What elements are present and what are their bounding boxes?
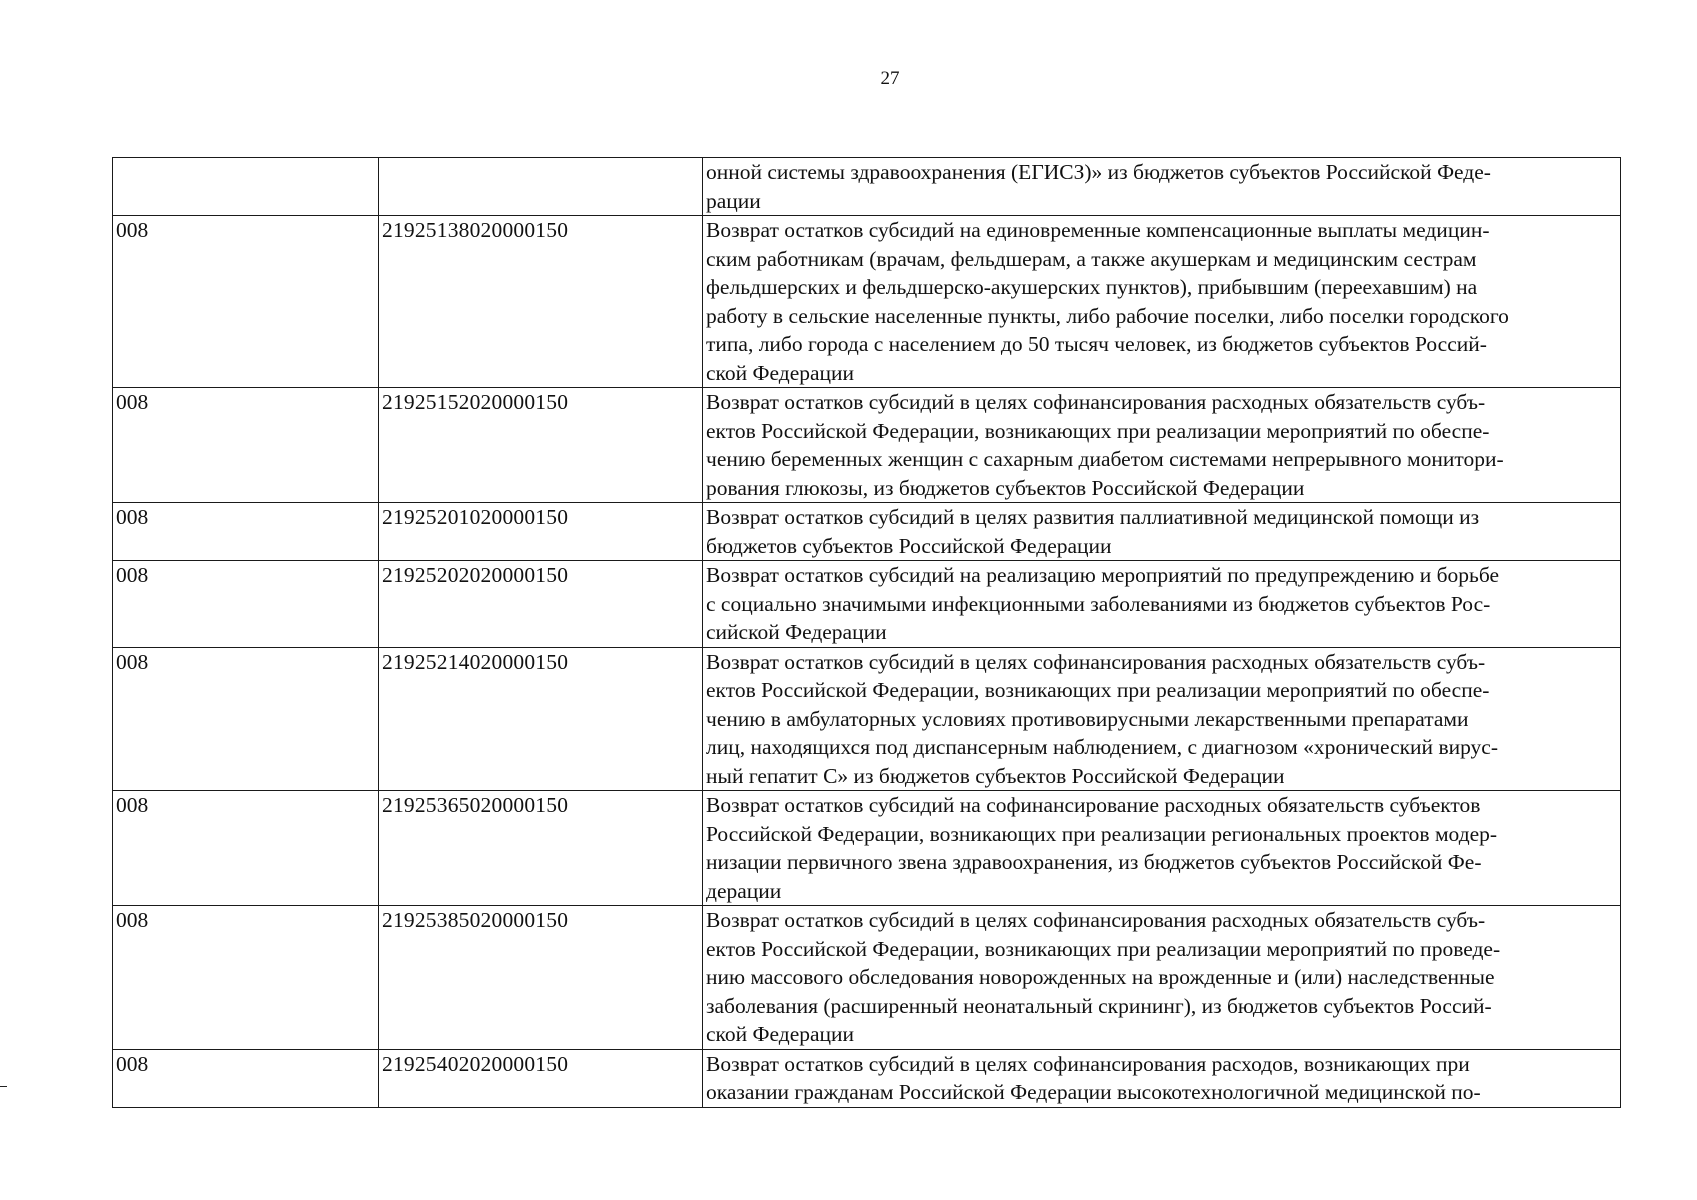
description-line: Возврат остатков субсидий в целях софинансирования расходных обязательств субъ- (706, 649, 1486, 674)
page-number: 27 (880, 68, 900, 89)
description-line: типа, либо города с населением до 50 тысяч человек, из бюджетов субъектов Россий- (706, 332, 1487, 356)
description-line: чению в амбулаторных условиях противовирусными лекарственными препаратами (706, 706, 1469, 731)
description-line: сийской Федерации (706, 620, 887, 644)
description-cell (703, 906, 1621, 1050)
description-line: рования глюкозы, из бюджетов субъектов Российской Федерации (706, 475, 1305, 500)
table-row (113, 561, 1621, 648)
description-line: Возврат остатков субсидий в целях софинансирования расходных обязательств субъ- (706, 390, 1486, 414)
kbk-code-cell: 21925202020000150 (379, 561, 703, 648)
description-line: Возврат остатков субсидий на единовременные компенсационные выплаты медицин- (706, 218, 1490, 242)
kbk-code-cell: 21925402020000150 (379, 1049, 703, 1107)
description-cell (703, 791, 1621, 906)
description-line: Возврат остатков субсидий в целях софинансирования расходов, возникающих при (706, 1051, 1470, 1076)
description-cell (703, 503, 1621, 561)
description-cell (703, 388, 1621, 503)
table-row (113, 906, 1621, 1050)
description-line: онной системы здравоохранения (ЕГИСЗ)» из бюджетов субъектов Российской Феде- (706, 160, 1491, 184)
table-row (113, 647, 1621, 791)
description-line: ской Федерации (706, 1022, 855, 1046)
kbk-code-cell (379, 158, 703, 216)
table-body (113, 158, 1621, 1108)
admin-code-cell: 008 (113, 388, 379, 503)
admin-code-cell: 008 (113, 561, 379, 648)
description-line: Возврат остатков субсидий на софинансирование расходных обязательств субъектов (706, 793, 1481, 817)
admin-code-cell: 008 (113, 1049, 379, 1107)
kbk-code-cell: 21925152020000150 (379, 388, 703, 503)
table-row (113, 158, 1621, 216)
table-row (113, 1049, 1621, 1107)
table-row (113, 216, 1621, 388)
admin-code-cell: 008 (113, 503, 379, 561)
table-row (113, 388, 1621, 503)
description-cell (703, 647, 1621, 791)
budget-codes-table (112, 157, 1621, 1108)
description-cell (703, 158, 1621, 216)
description-line: ектов Российской Федерации, возникающих при реализации мероприятий по обеспе- (706, 678, 1490, 702)
admin-code-cell: 008 (113, 791, 379, 906)
description-line: рации (706, 188, 761, 213)
description-line: с социально значимыми инфекционными заболеваниями из бюджетов субъектов Рос- (706, 591, 1491, 616)
description-line: ный гепатит С» из бюджетов субъектов Российской Федерации (706, 763, 1285, 788)
description-cell (703, 216, 1621, 388)
table-row (113, 791, 1621, 906)
description-line: фельдшерских и фельдшерско-акушерских пунктов), прибывшим (переехавшим) на (706, 275, 1478, 299)
margin-mark (0, 1086, 7, 1087)
description-line: заболевания (расширенный неонатальный скрининг), из бюджетов субъектов Россий- (706, 993, 1492, 1018)
admin-code-cell (113, 158, 379, 216)
description-line: бюджетов субъектов Российской Федерации (706, 533, 1112, 558)
description-line: работу в сельские населенные пункты, либо рабочие поселки, либо поселки городского (706, 303, 1509, 328)
description-line: Российской Федерации, возникающих при реализации региональных проектов модер- (706, 821, 1498, 846)
description-line: низации первичного звена здравоохранения, из бюджетов субъектов Российской Фе- (706, 850, 1482, 874)
admin-code-cell: 008 (113, 216, 379, 388)
description-line: Возврат остатков субсидий на реализацию мероприятий по предупреждению и борьбе (706, 563, 1500, 587)
description-cell (703, 561, 1621, 648)
description-line: ским работникам (врачам, фельдшерам, а также акушеркам и медицинским сестрам (706, 246, 1477, 271)
description-line: оказании гражданам Российской Федерации высокотехнологичной медицинской по- (706, 1080, 1481, 1104)
admin-code-cell: 008 (113, 647, 379, 791)
admin-code-cell: 008 (113, 906, 379, 1050)
description-line: чению беременных женщин с сахарным диабетом системами непрерывного монитори- (706, 447, 1504, 471)
description-line: ской Федерации (706, 360, 855, 385)
kbk-code-cell: 21925214020000150 (379, 647, 703, 791)
description-line: дерации (706, 878, 782, 903)
kbk-code-cell: 21925201020000150 (379, 503, 703, 561)
description-cell (703, 1049, 1621, 1107)
kbk-code-cell: 21925365020000150 (379, 791, 703, 906)
kbk-code-cell: 21925138020000150 (379, 216, 703, 388)
description-line: нию массового обследования новорожденных на врожденные и (или) наследственные (706, 965, 1495, 989)
description-line: ектов Российской Федерации, возникающих при реализации мероприятий по проведе- (706, 936, 1501, 961)
description-line: Возврат остатков субсидий в целях софинансирования расходных обязательств субъ- (706, 908, 1486, 932)
description-line: Возврат остатков субсидий в целях развития паллиативной медицинской помощи из (706, 505, 1480, 529)
description-line: лиц, находящихся под диспансерным наблюдением, с диагнозом «хронический вирус- (706, 735, 1499, 759)
description-line: ектов Российской Федерации, возникающих при реализации мероприятий по обеспе- (706, 418, 1490, 443)
kbk-code-cell: 21925385020000150 (379, 906, 703, 1050)
table-row (113, 503, 1621, 561)
